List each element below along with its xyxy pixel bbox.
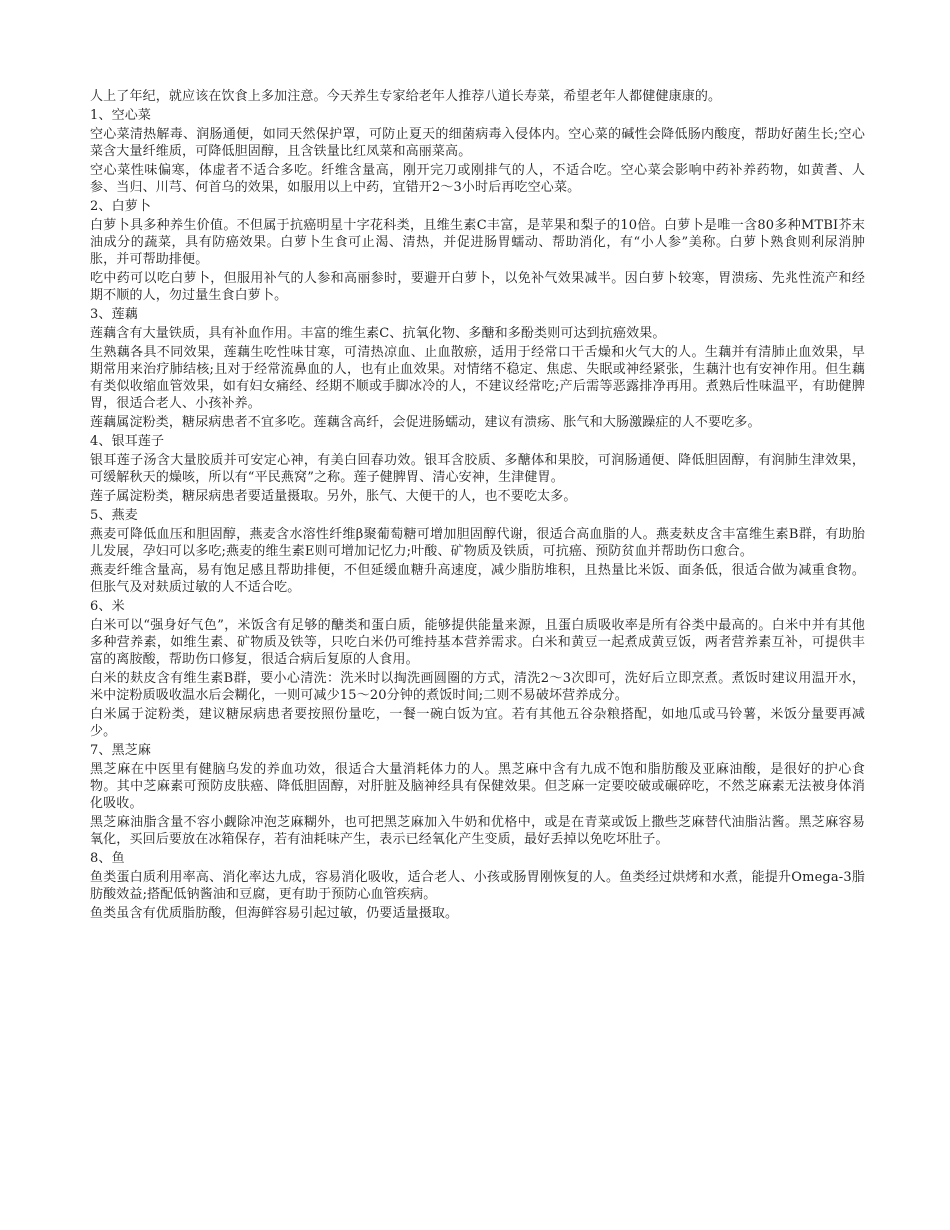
section-5-paragraph-2: 燕麦纤维含量高，易有饱足感且帮助排便，不但延缓血糖升高速度，减少脂肪堆积，且热量比米饭、面条低，很适合做为减重食物。但胀气及对麸质过敏的人不适合吃。 (90, 563, 865, 595)
section-2-paragraph-1: 白萝卜具多种养生价值。不但属于抗癌明星十字花科类，且维生素C丰富，是苹果和梨子的10倍。白萝卜是唯一含80多种MTBI芥末油成分的蔬菜，具有防癌效果。白萝卜生食可止渴、清热，并促进肠胃蠕动、帮助消化，有“小人参”美称。白萝卜熟食则利尿消肿胀，并可帮助排便。 (90, 218, 865, 267)
section-heading-2: 2、白萝卜 (90, 199, 152, 214)
section-heading-1: 1、空心菜 (90, 108, 152, 123)
section-1-paragraph-1: 空心菜清热解毒、润肠通便，如同天然保护罩，可防止夏天的细菌病毒入侵体内。空心菜的碱性会降低肠内酸度，帮助好菌生长;空心菜含大量纤维质，可降低胆固醇，且含铁量比红凤菜和高丽菜高。 (90, 127, 865, 159)
section-4-paragraph-1: 银耳莲子汤含大量胶质并可安定心神，有美白回春功效。银耳含胶质、多醣体和果胶，可润肠通便、降低胆固醇，有润肺生津效果，可缓解秋天的燥咳，所以有“平民燕窝”之称。莲子健脾胃、清心安神，生津健胃。 (90, 453, 865, 485)
section-1-paragraph-2: 空心菜性味偏寒，体虚者不适合多吃。纤维含量高，刚开完刀或刚排气的人，不适合吃。空心菜会影响中药补养药物，如黄耆、人参、当归、川芎、何首乌的效果，如服用以上中药，宜错开2～3小时后再吃空心菜。 (90, 163, 865, 195)
section-2-paragraph-2: 吃中药可以吃白萝卜，但服用补气的人参和高丽参时，要避开白萝卜，以免补气效果减半。因白萝卜较寒，胃溃疡、先兆性流产和经期不顺的人，勿过量生食白萝卜。 (90, 271, 865, 303)
section-7-paragraph-2: 黑芝麻油脂含量不容小觑除冲泡芝麻糊外，也可把黑芝麻加入牛奶和优格中，或是在青菜或饭上撒些芝麻替代油脂沾酱。黑芝麻容易氧化，买回后要放在冰箱保存，若有油耗味产生，表示已经氧化产生变质，最好丢掉以免吃坏肚子。 (90, 815, 865, 847)
section-heading-3: 3、莲藕 (90, 307, 138, 322)
section-7-paragraph-1: 黑芝麻在中医里有健脑乌发的养血功效，很适合大量消耗体力的人。黑芝麻中含有九成不饱和脂肪酸及亚麻油酸，是很好的护心食物。其中芝麻素可预防皮肤癌、降低胆固醇，对肝脏及脑神经具有保健效果。但芝麻一定要咬破或碾碎吃，不然芝麻素无法被身体消化吸收。 (90, 762, 865, 811)
section-4-paragraph-2: 莲子属淀粉类，糖尿病患者要适量摄取。另外，胀气、大便干的人，也不要吃太多。 (90, 489, 577, 504)
section-3-paragraph-3: 莲藕属淀粉类，糖尿病患者不宜多吃。莲藕含高纤，会促进肠蠕动，建议有溃疡、胀气和大肠激躁症的人不要吃多。 (90, 415, 761, 430)
section-6-paragraph-3: 白米属于淀粉类，建议糖尿病患者要按照份量吃，一餐一碗白饭为宜。若有其他五谷杂粮搭配，如地瓜或马铃薯，米饭分量要再减少。 (90, 707, 865, 739)
section-6-paragraph-1: 白米可以“强身好气色”，米饭含有足够的醣类和蛋白质，能够提供能量来源，且蛋白质吸收率是所有谷类中最高的。白米中并有其他多种营养素，如维生素、矿物质及铁等，只吃白米仍可维持基本营养需求。白米和黄豆一起煮成黄豆饭，两者营养素互补，可提供丰富的离胺酸，帮助伤口修复，很适合病后复原的人食用。 (90, 618, 865, 667)
article-body (90, 88, 865, 924)
section-heading-6: 6、米 (90, 599, 125, 614)
section-8-paragraph-1: 鱼类蛋白质利用率高、消化率达九成，容易消化吸收，适合老人、小孩或肠胃刚恢复的人。鱼类经过烘烤和水煮，能提升Omega-3脂肪酸效益;搭配低钠酱油和豆腐，更有助于预防心血管疾病。 (90, 870, 865, 902)
section-3-paragraph-1: 莲藕含有大量铁质，具有补血作用。丰富的维生素C、抗氧化物、多醣和多酚类则可达到抗癌效果。 (90, 326, 666, 341)
section-heading-7: 7、黑芝麻 (90, 743, 152, 758)
section-6-paragraph-2: 白米的麸皮含有维生素B群，要小心清洗：洗米时以掏洗画圆圈的方式，清洗2～3次即可，洗好后立即烹煮。煮饭时建议用温开水，米中淀粉质吸收温水后会糊化，一则可减少15～20分钟的煮饭时间;二则不易破坏营养成分。 (90, 671, 865, 703)
intro-paragraph: 人上了年纪，就应该在饮食上多加注意。今天养生专家给老年人推荐八道长寿菜，希望老年人都健健康康的。 (90, 89, 722, 104)
section-heading-4: 4、银耳莲子 (90, 434, 165, 449)
section-heading-5: 5、燕麦 (90, 508, 138, 523)
section-8-paragraph-2: 鱼类虽含有优质脂肪酸，但海鲜容易引起过敏，仍要适量摄取。 (90, 906, 459, 921)
section-5-paragraph-1: 燕麦可降低血压和胆固醇，燕麦含水溶性纤维β聚葡萄糖可增加胆固醇代谢，很适合高血脂的人。燕麦麸皮含丰富维生素B群，有助胎儿发展，孕妇可以多吃;燕麦的维生素E则可增加记忆力;叶酸、矿物质及铁质，可抗癌、预防贫血并帮助伤口愈合。 (90, 527, 865, 559)
section-3-paragraph-2: 生熟藕各具不同效果，莲藕生吃性味甘寒，可清热凉血、止血散瘀，适用于经常口干舌燥和火气大的人。生藕并有清肺止血效果，早期常用来治疗肺结核;且对于经常流鼻血的人，也有止血效果。对情绪不稳定、焦虑、失眠或神经紧张，生藕汁也有安神作用。但生藕有类似收缩血管效果，如有妇女痛经、经期不顺或手脚冰冷的人，不建议经常吃;产后需等恶露排净再用。煮熟后性味温平，有助健脾胃，很适合老人、小孩补养。 (90, 345, 865, 411)
section-heading-8: 8、鱼 (90, 851, 125, 866)
